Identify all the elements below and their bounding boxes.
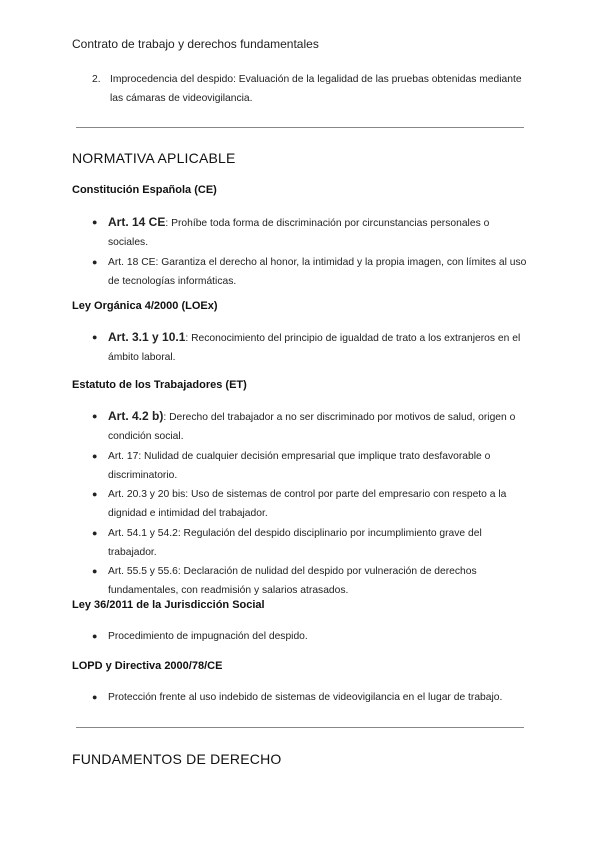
list-item bbox=[92, 562, 528, 600]
list-item-text: Improcedencia del despido: Evaluación de la legalidad de las pruebas obtenidas mediante las cámaras de videovigilancia. bbox=[110, 74, 522, 104]
loex-article-list bbox=[92, 328, 528, 368]
subheading-et: Estatuto de los Trabajadores (ET) bbox=[72, 379, 247, 391]
subheading-ce: Constitución Española (CE) bbox=[72, 184, 217, 196]
bullet-icon: ● bbox=[92, 566, 98, 576]
bullet-icon: ● bbox=[92, 411, 98, 421]
article-text: : Reconocimiento del principio de igualdad de trato a los extranjeros en el ámbito laboral. bbox=[108, 333, 521, 363]
section-heading-fundamentos: FUNDAMENTOS DE DERECHO bbox=[72, 751, 282, 767]
list-item bbox=[92, 213, 528, 252]
bullet-icon: ● bbox=[92, 527, 98, 538]
numbered-list-item bbox=[92, 70, 532, 108]
article-text: Art. 20.3 y 20 bis: Uso de sistemas de control por parte del empresario con respeto a la dignidad e intimidad del trabajador. bbox=[108, 489, 507, 519]
et-article-list bbox=[92, 407, 528, 601]
list-item bbox=[92, 485, 528, 523]
article-ref: Art. 4.2 b) bbox=[108, 409, 164, 423]
list-item bbox=[92, 447, 528, 485]
bullet-icon: ● bbox=[92, 489, 98, 499]
bullet-icon: ● bbox=[92, 256, 98, 267]
list-item bbox=[92, 688, 528, 707]
article-text: : Derecho del trabajador a no ser discriminado por motivos de salud, origen o condición social. bbox=[108, 412, 516, 442]
article-text: : Prohíbe toda forma de discriminación por circunstancias personales o sociales. bbox=[108, 218, 490, 248]
article-ref: Art. 3.1 y 10.1 bbox=[108, 330, 186, 344]
horizontal-divider bbox=[76, 127, 524, 128]
article-text: Art. 55.5 y 55.6: Declaración de nulidad del despido por vulneración de derechos fundamentales, con readmisión y salarios atrasados. bbox=[108, 566, 477, 596]
bullet-icon: ● bbox=[92, 332, 98, 342]
list-item bbox=[92, 407, 528, 446]
bullet-icon: ● bbox=[92, 217, 98, 227]
list-item bbox=[92, 328, 528, 367]
ce-article-list bbox=[92, 213, 528, 291]
lopd-list bbox=[92, 688, 528, 708]
bullet-icon: ● bbox=[92, 692, 98, 702]
list-item bbox=[92, 253, 528, 291]
article-text: Procedimiento de impugnación del despido. bbox=[108, 631, 308, 642]
subheading-loex: Ley Orgánica 4/2000 (LOEx) bbox=[72, 300, 218, 312]
bullet-icon: ● bbox=[92, 450, 98, 461]
list-item bbox=[92, 524, 528, 562]
article-text: Art. 18 CE: Garantiza el derecho al honor, la intimidad y la propia imagen, con límites al uso de tecnologías informáticas. bbox=[108, 256, 527, 287]
horizontal-divider bbox=[76, 727, 524, 728]
section-heading-normativa: NORMATIVA APLICABLE bbox=[72, 150, 236, 166]
bullet-icon: ● bbox=[92, 631, 98, 641]
ljs-list bbox=[92, 627, 528, 647]
subheading-ljs: Ley 36/2011 de la Jurisdicción Social bbox=[72, 599, 265, 611]
list-item-number: 2. bbox=[92, 74, 101, 85]
subheading-lopd: LOPD y Directiva 2000/78/CE bbox=[72, 660, 223, 672]
list-item bbox=[92, 627, 528, 646]
article-text: Art. 54.1 y 54.2: Regulación del despido disciplinario por incumplimiento grave del trabajador. bbox=[108, 527, 482, 558]
page-header-title: Contrato de trabajo y derechos fundamentales bbox=[72, 37, 319, 51]
article-text: Protección frente al uso indebido de sistemas de videovigilancia en el lugar de trabajo. bbox=[108, 692, 503, 703]
article-text: Art. 17: Nulidad de cualquier decisión empresarial que implique trato desfavorable o discriminatorio. bbox=[108, 450, 491, 481]
article-ref: Art. 14 CE bbox=[108, 215, 166, 229]
